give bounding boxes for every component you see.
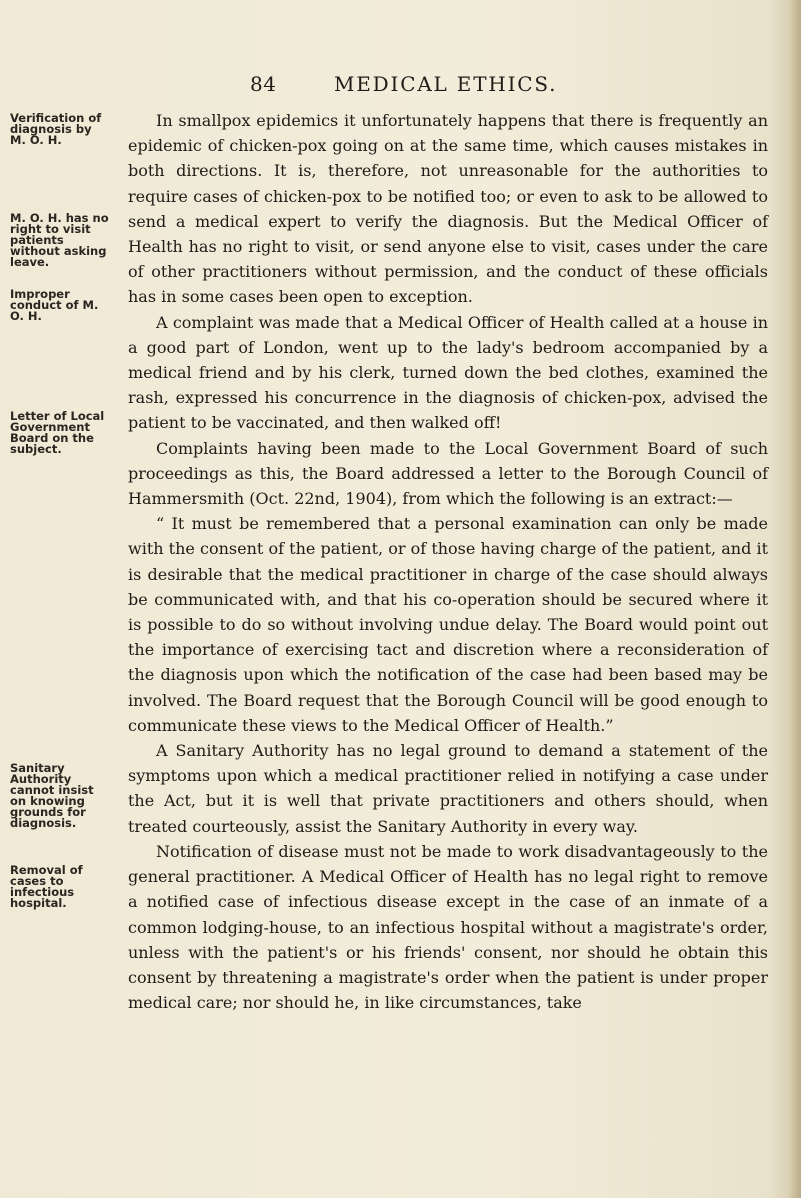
paragraph-quoted-extract: “ It must be remembered that a personal examination can only be made with the consent of the patient, or of those having charge of the patient, and it is desirable that the medical practitioner in charge of the case should always be communicated with, and that his co-operation should be secured where it is possible to do so without involving undue delay. The Board would point out the importance of exercising tact and discretion where a reconsideration of the diagnosis upon which the notification of the case had been based may be involved. The Board request that the Borough Council will be good enough to communicate these views to the Medical Officer of Health.” (128, 514, 768, 735)
running-title: MEDICAL ETHICS. (334, 72, 558, 96)
paragraph-lgb-letter: Complaints having been made to the Local Government Board of such proceedings as this, the Board addressed a letter to the Borough Council of Hammersmith (Oct. 22nd, 1904), from which the following is an extract:— (128, 438, 768, 509)
margin-note-letter-lgb: Letter of Local Government Board on the subject. (10, 409, 105, 456)
body-text (128, 108, 768, 1015)
margin-note-no-right-to-visit: M. O. H. has no right to visit patients without asking leave. (10, 211, 109, 269)
page-edge (789, 0, 801, 1198)
margin-note-improper-conduct: Improper conduct of M. O. H. (10, 287, 99, 323)
paragraph-smallpox: In smallpox epidemics it unfortunately happens that there is frequently an epidemic of chicken-pox going on at the same time, which causes mistakes in both directions. It is, therefore, not unreasonable for the authorities to require cases of chicken-pox to be notified too; or even to ask to be allowed to send a medical expert to verify the diagnosis. But the Medical Officer of Health has no right to visit, or send anyone else to visit, cases under the care of other practitioners without permission, and the conduct of these officials has in some cases been open to exception. (128, 111, 768, 307)
paragraph-complaint: A complaint was made that a Medical Officer of Health called at a house in a good part of London, went up to the lady's bedroom accompanied by a medical friend and by his clerk, turned down the bed clothes, examined the rash, expressed his concurrence in the diagnosis of chicken-pox, advised the patient to be vaccinated, and then walked off! (128, 312, 768, 433)
margin-note-verification: Verification of diagnosis by M. O. H. (10, 111, 102, 147)
paragraph-sanitary-authority: A Sanitary Authority has no legal ground to demand a statement of the symptoms upon which a medical practitioner relied in notifying a case under the Act, but it is well that private practitioners and others should, when treated courteously, assist the Sanitary Authority in every way. (128, 741, 768, 836)
page-number: 84 (250, 72, 277, 96)
margin-note-removal: Removal of cases to infectious hospital. (10, 863, 83, 910)
paragraph-notification: Notification of disease must not be made to work disadvantageously to the general practitioner. A Medical Officer of Health has no legal right to remove a notified case of infectious disease except in the case of an inmate of a common lodging-house, to an infectious hospital without a magistrate's order, unless with the patient's or his friends' consent, nor should he obtain this consent by threatening a magistrate's order when the patient is under proper medical care; nor should he, in like circumstances, take (128, 841, 768, 1013)
margin-note-sanitary-authority: Sanitary Authority cannot insist on knowing grounds for diagnosis. (10, 761, 94, 830)
page-header (0, 72, 801, 100)
